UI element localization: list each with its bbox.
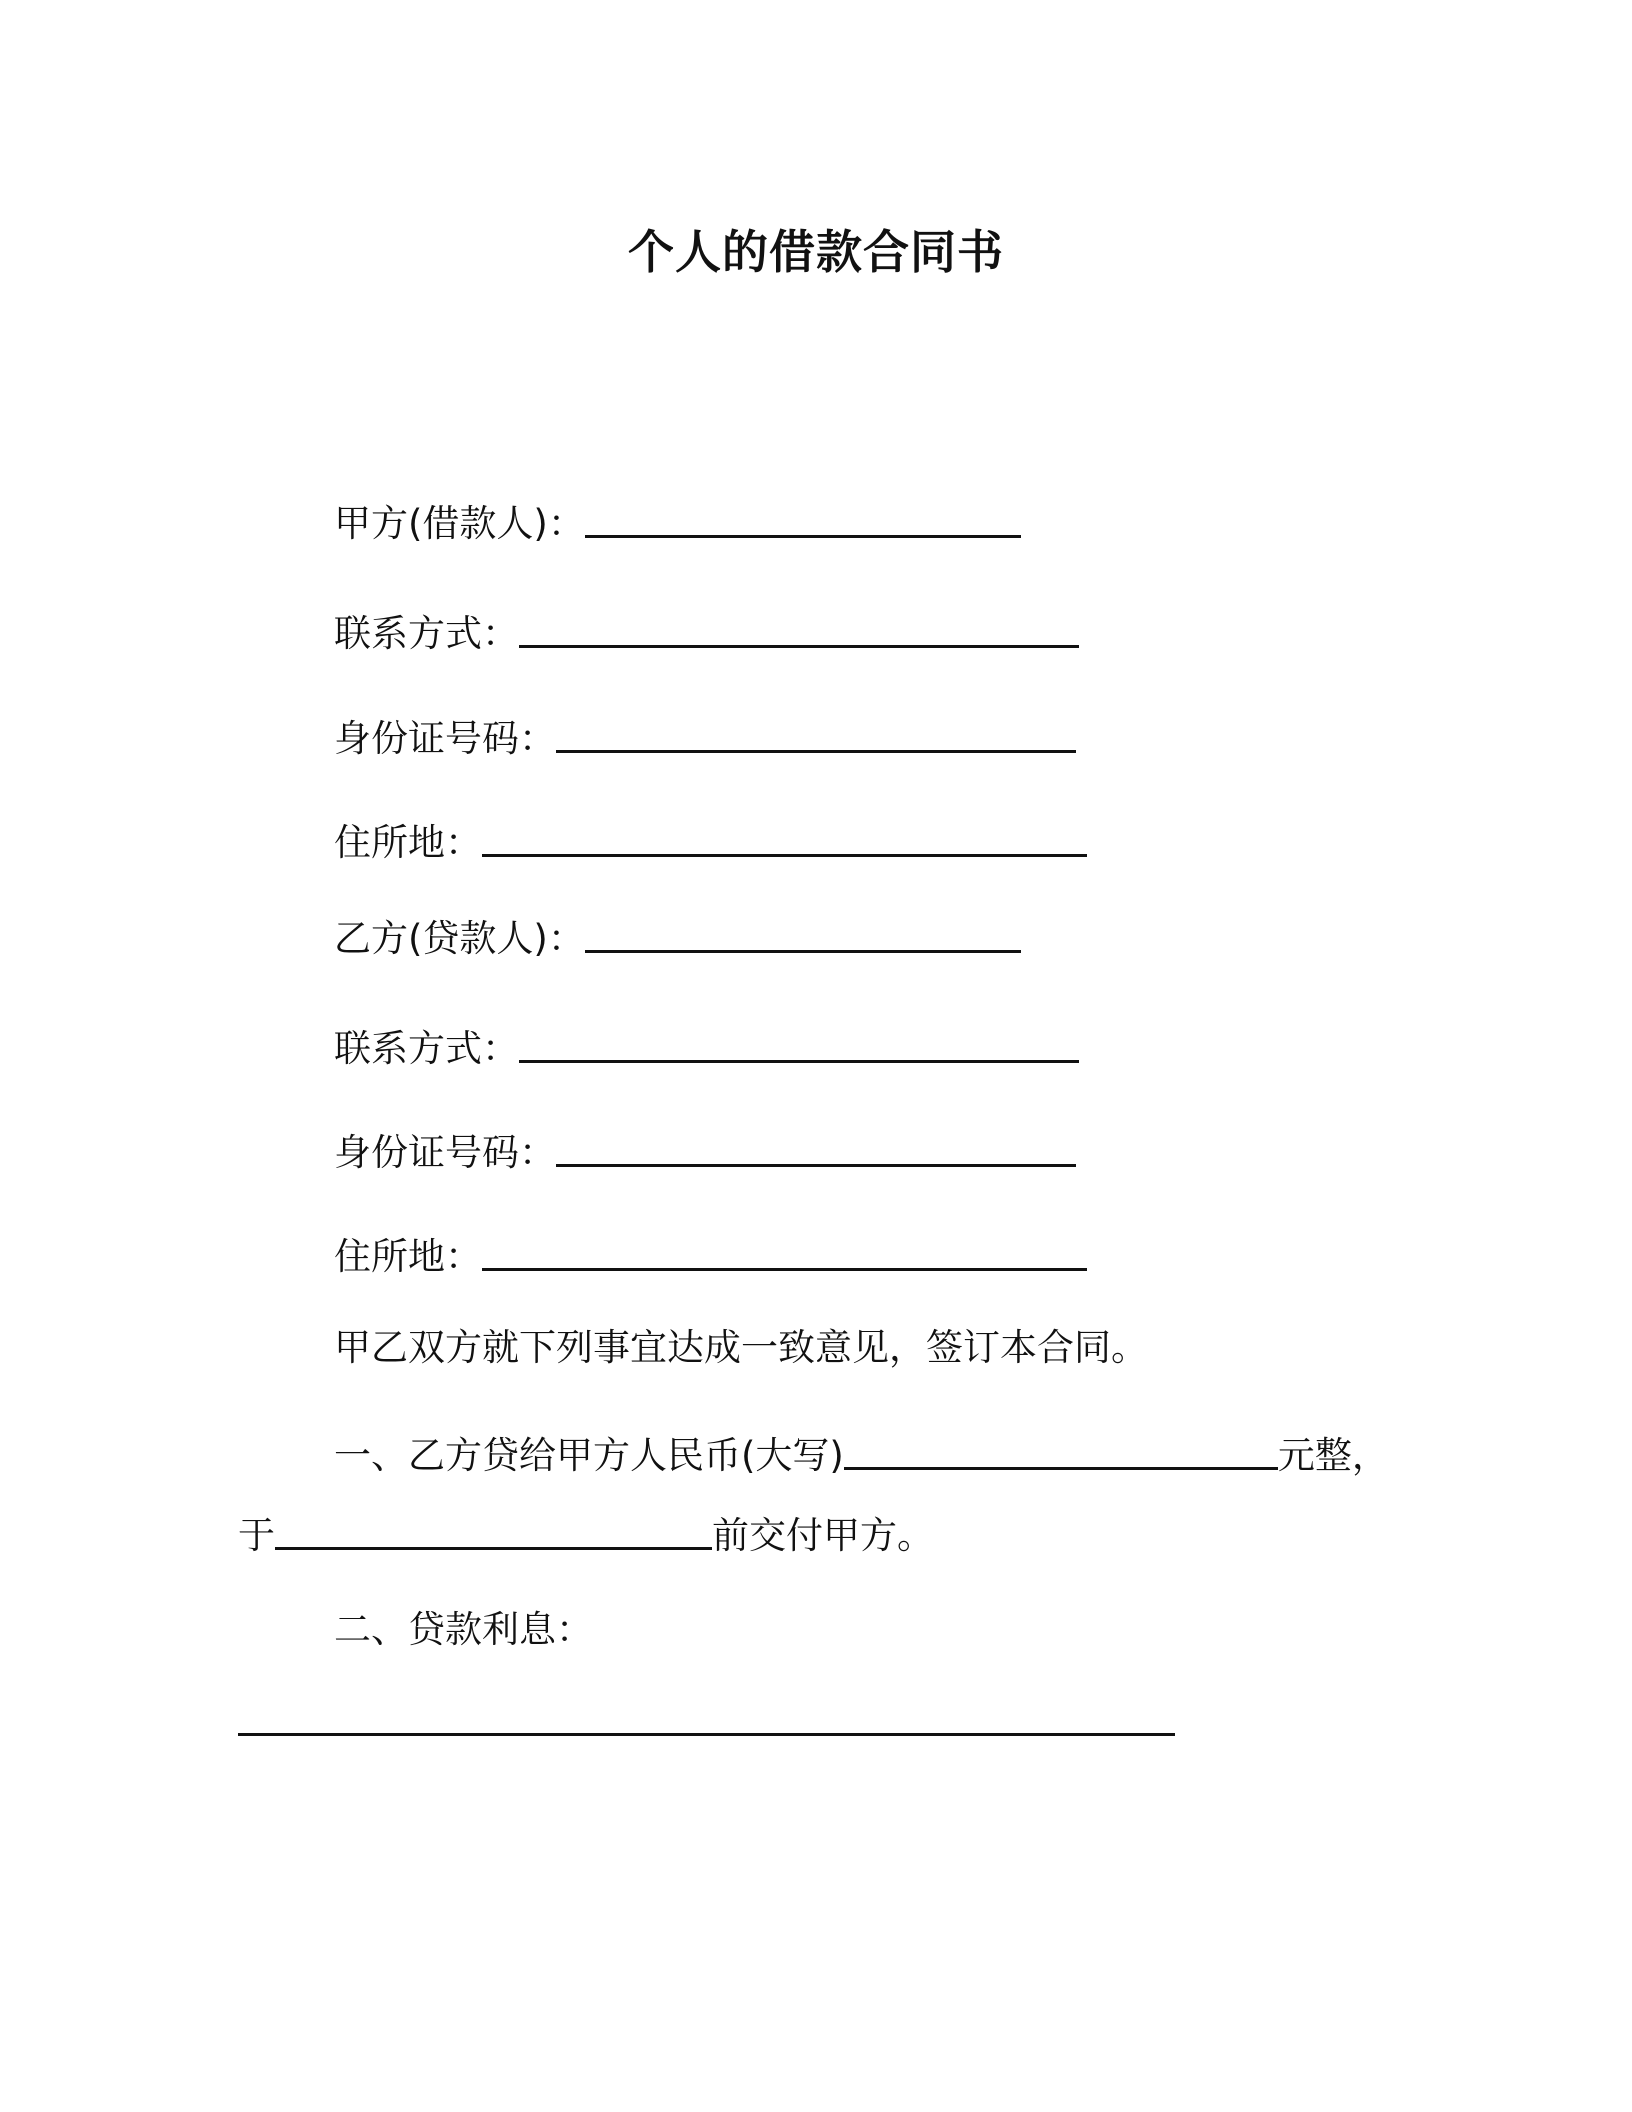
party-b-id-row [334, 1122, 1076, 1178]
clause-1-text-c: 于 [238, 1514, 275, 1557]
clause-1-line-2 [238, 1505, 934, 1561]
party-a-contact-label: 联系方式： [334, 612, 519, 655]
party-b-contact-label: 联系方式： [334, 1027, 519, 1070]
party-a-name-blank[interactable] [585, 495, 1021, 538]
party-b-address-label: 住所地： [334, 1235, 482, 1278]
party-a-name-row [334, 493, 1021, 549]
clause-1-text-d: 前交付甲方。 [712, 1514, 934, 1557]
party-b-address-blank[interactable] [482, 1228, 1087, 1271]
party-b-name-blank[interactable] [585, 910, 1021, 953]
delivery-date-blank[interactable] [275, 1507, 712, 1550]
party-a-contact-row [334, 603, 1079, 659]
party-b-address-row [334, 1226, 1087, 1282]
party-a-id-blank[interactable] [556, 710, 1076, 753]
party-b-name-row [334, 908, 1021, 964]
party-a-address-row [334, 812, 1087, 868]
party-a-address-label: 住所地： [334, 821, 482, 864]
party-b-name-label: 乙方(贷款人)： [334, 917, 585, 960]
party-a-contact-blank[interactable] [519, 605, 1079, 648]
party-b-id-label: 身份证号码： [334, 1131, 556, 1174]
clause-1-text-b: 元整， [1277, 1434, 1389, 1477]
party-a-name-label: 甲方(借款人)： [334, 502, 585, 545]
party-b-id-blank[interactable] [556, 1124, 1076, 1167]
loan-amount-blank[interactable] [844, 1427, 1278, 1470]
clause-1-text-a: 一、乙方贷给甲方人民币(大写) [334, 1434, 844, 1477]
clause-2-heading: 二、贷款利息： [334, 1608, 593, 1651]
interest-blank-line[interactable] [238, 1733, 1175, 1736]
document-title: 个人的借款合同书 [628, 225, 1004, 279]
party-b-contact-row [334, 1018, 1079, 1074]
agreement-intro: 甲乙双方就下列事宜达成一致意见，签订本合同。 [334, 1326, 1148, 1369]
party-a-id-label: 身份证号码： [334, 717, 556, 760]
party-a-address-blank[interactable] [482, 814, 1087, 857]
party-a-id-row [334, 708, 1076, 764]
party-b-contact-blank[interactable] [519, 1020, 1079, 1063]
clause-1-line-1 [334, 1425, 1389, 1481]
